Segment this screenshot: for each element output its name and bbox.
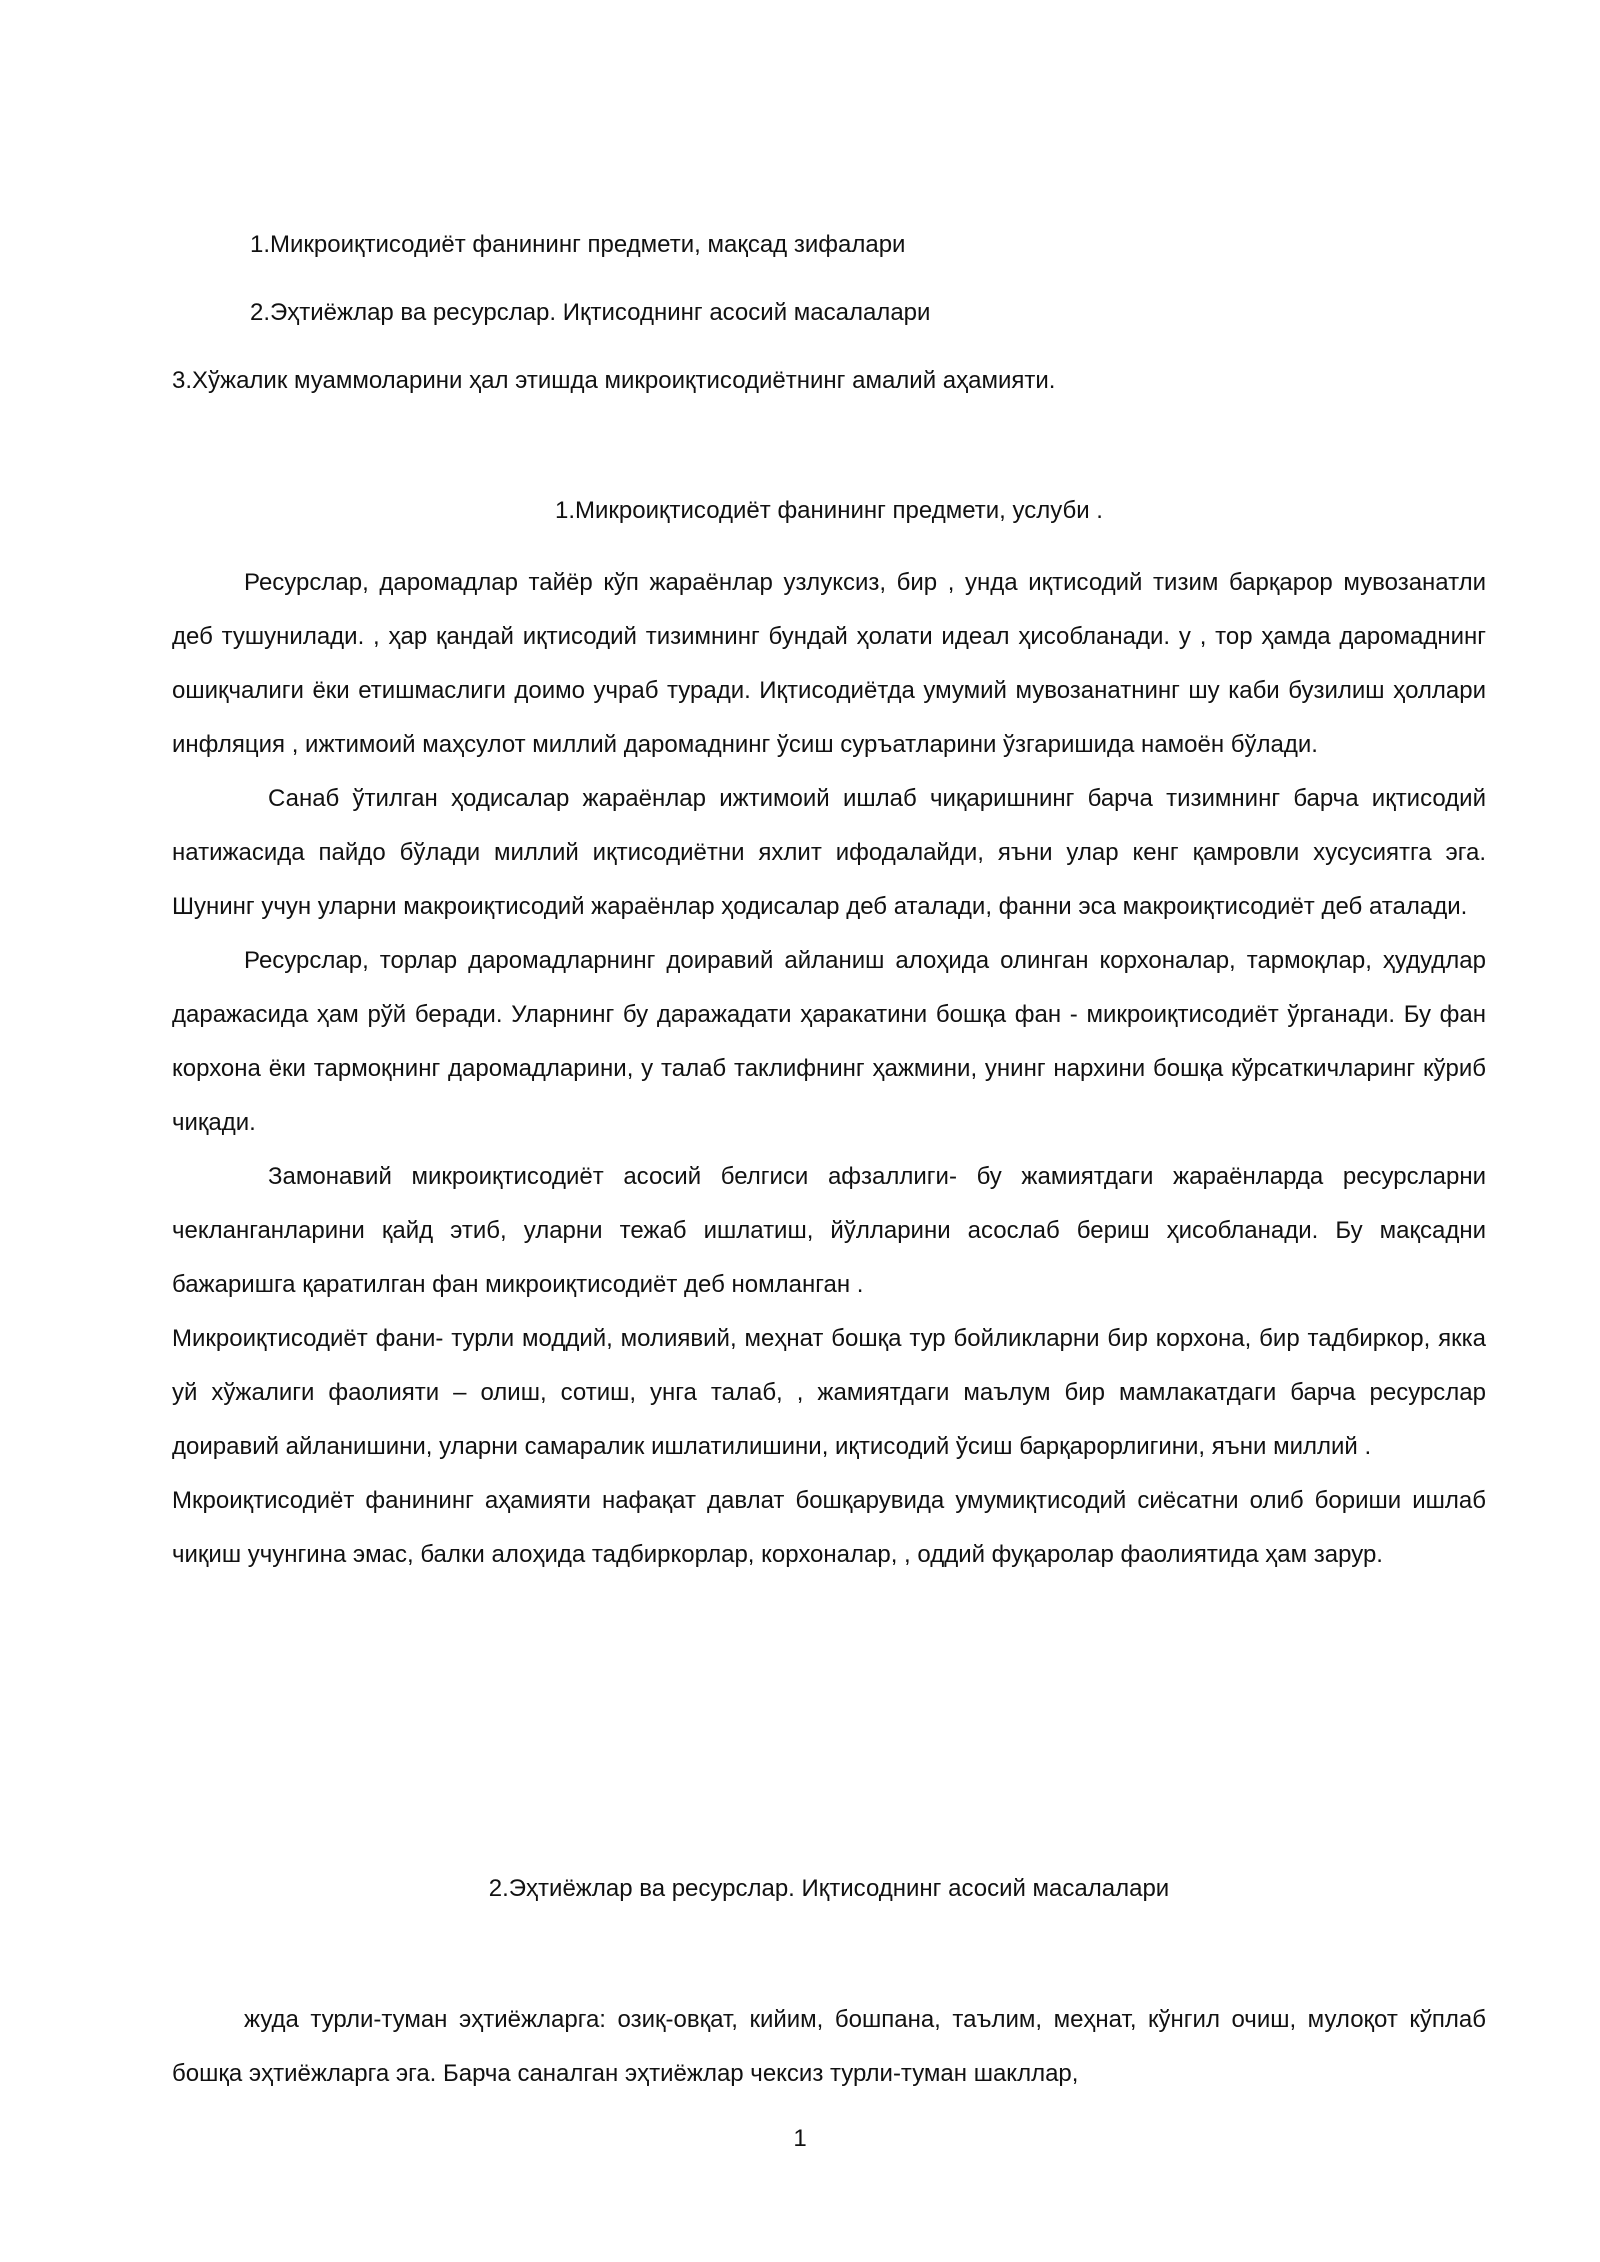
toc-item-2: 2.Эҳтиёжлар ва ресурслар. Иқтисоднинг асосий масалалари <box>250 299 931 326</box>
paragraph: Санаб ўтилган ҳодисалар жараёнлар ижтимоий ишлаб чиқаришнинг барча тизимнинг барча иқтисодий натижасида пайдо бўлади миллий иқтисодиётни яхлит ифодалайди, яъни улар кенг қамровли хусусиятга эга. Шунинг учун уларни макроиқтисодий жараёнлар ҳодисалар деб аталади, фанни эса макроиқтисодиёт деб аталади. <box>172 785 1486 920</box>
section-2-heading: 2.Эҳтиёжлар ва ресурслар. Иқтисоднинг асосий масалалари <box>488 1875 1170 1902</box>
paragraph: Микроиқтисодиёт фани- турли моддий, молиявий, меҳнат бошқа тур бойликларни бир корхона, бир тадбиркор, якка уй хўжалиги фаолияти – олиш, сотиш, унга талаб, , жамиятдаги маълум бир мамлакатдаги барча ресурслар доиравий айланишини, уларни самаралик ишлатилишини, иқтисодий ўсиш барқарорлигини, яъни миллий . <box>172 1325 1486 1460</box>
section-1-heading: 1.Микроиқтисодиёт фанининг предмети, услуби . <box>555 497 1103 524</box>
paragraph: Ресурслар, торлар даромадларнинг доиравий айланиш алоҳида олинган корхоналар, тармоқлар, ҳудудлар даражасида ҳам рўй беради. Уларнинг бу даражадати ҳаракатини бошқа фан - микроиқтисодиёт ўрганади. Бу фан корхона ёки тармоқнинг даромадларини, у талаб таклифнинг ҳажмини, унинг нархини бошқа кўрсаткичларинг кўриб чиқади. <box>172 947 1486 1136</box>
paragraph: Мкроиқтисодиёт фанининг аҳамияти нафақат давлат бошқарувида умумиқтисодий сиёсатни олиб бориши ишлаб чиқиш учунгина эмас, балки алоҳида тадбиркорлар, корхоналар, , оддий фуқаролар фаолиятида ҳам зарур. <box>172 1487 1486 1568</box>
toc-item-1: 1.Микроиқтисодиёт фанининг предмети, мақсад зифалари <box>250 231 906 258</box>
toc-item-3: 3.Хўжалик муаммоларини ҳал этишда микроиқтисодиётнинг амалий аҳамияти. <box>172 367 1056 394</box>
page-number: 1 <box>793 2125 807 2152</box>
section-1-body <box>172 556 1486 1582</box>
paragraph: жуда турли-туман эҳтиёжларга: озиқ-овқат, кийим, бошпана, таълим, меҳнат, кўнгил очиш, мулоқот кўплаб бошқа эҳтиёжларга эга. Барча саналган эҳтиёжлар чексиз турли-туман шакллар, <box>172 2006 1486 2087</box>
paragraph: Замонавий микроиқтисодиёт асосий белгиси афзаллиги- бу жамиятдаги жараёнларда ресурсларни чекланганларини қайд этиб, уларни тежаб ишлатиш, йўлларини асослаб бериш ҳисобланади. Бу мақсадни бажаришга қаратилган фан микроиқтисодиёт деб номланган . <box>172 1163 1486 1298</box>
section-2-body <box>172 1993 1486 2101</box>
paragraph: Ресурслар, даромадлар тайёр кўп жараёнлар узлуксиз, бир , унда иқтисодий тизим барқарор мувозанатли деб тушунилади. , ҳар қандай иқтисодий тизимнинг бундай ҳолати идеал ҳисобланади. у , тор ҳамда даромаднинг ошиқчалиги ёки етишмаслиги доимо учраб туради. Иқтисодиётда умумий мувозанатнинг шу каби бузилиш ҳоллари инфляция , ижтимоий маҳсулот миллий даромаднинг ўсиш суръатларини ўзгаришида намоён бўлади. <box>172 569 1486 758</box>
